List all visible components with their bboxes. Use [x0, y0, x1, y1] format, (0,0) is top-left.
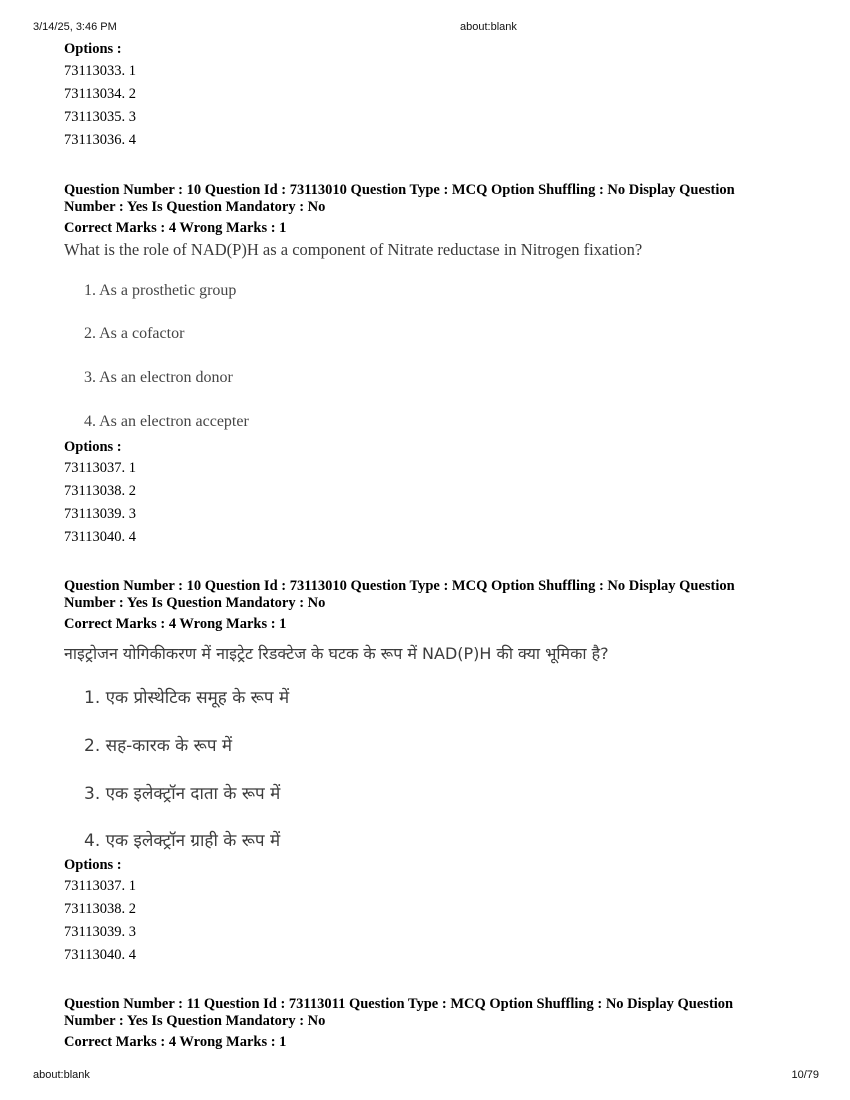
marks-line: Correct Marks : 4 Wrong Marks : 1	[64, 220, 287, 236]
option-item: 73113040. 4	[64, 947, 136, 963]
option-item: 73113038. 2	[64, 901, 136, 917]
option-item: 73113035. 3	[64, 109, 136, 125]
option-item: 73113038. 2	[64, 483, 136, 499]
option-item: 73113039. 3	[64, 924, 136, 940]
choice-3: 3. As an electron donor	[84, 369, 233, 386]
question-meta: Question Number : 10 Question Id : 73113010 Question Type : MCQ Option Shuffling : No Display Question	[64, 182, 735, 198]
marks-line: Correct Marks : 4 Wrong Marks : 1	[64, 1034, 287, 1050]
print-title: about:blank	[460, 21, 517, 33]
options-label: Options :	[64, 857, 122, 873]
print-footer-url: about:blank	[33, 1069, 90, 1081]
option-item: 73113037. 1	[64, 460, 136, 476]
choice-1-hindi: 1. एक प्रोस्थेटिक समूह के रूप में	[84, 688, 290, 708]
choice-2: 2. As a cofactor	[84, 325, 185, 342]
option-item: 73113036. 4	[64, 132, 136, 148]
option-item: 73113033. 1	[64, 63, 136, 79]
question-meta-cont: Number : Yes Is Question Mandatory : No	[64, 595, 326, 611]
question-meta-cont: Number : Yes Is Question Mandatory : No	[64, 1013, 326, 1029]
page-number: 10/79	[791, 1069, 819, 1081]
choice-4-hindi: 4. एक इलेक्ट्रॉन ग्राही के रूप में	[84, 831, 281, 851]
question-meta-cont: Number : Yes Is Question Mandatory : No	[64, 199, 326, 215]
choice-1: 1. As a prosthetic group	[84, 282, 237, 299]
option-item: 73113040. 4	[64, 529, 136, 545]
choice-2-hindi: 2. सह-कारक के रूप में	[84, 736, 233, 756]
options-label: Options :	[64, 439, 122, 455]
option-item: 73113037. 1	[64, 878, 136, 894]
question-text: What is the role of NAD(P)H as a component of Nitrate reductase in Nitrogen fixation?	[64, 240, 643, 259]
option-item: 73113034. 2	[64, 86, 136, 102]
question-text-hindi: नाइट्रोजन योगिकीकरण में नाइट्रेट रिडक्टेज के घटक के रूप में NAD(P)H की क्या भूमिका है?	[64, 644, 609, 663]
option-item: 73113039. 3	[64, 506, 136, 522]
question-meta: Question Number : 10 Question Id : 73113010 Question Type : MCQ Option Shuffling : No Display Question	[64, 578, 735, 594]
choice-3-hindi: 3. एक इलेक्ट्रॉन दाता के रूप में	[84, 784, 281, 804]
print-datetime: 3/14/25, 3:46 PM	[33, 21, 117, 33]
marks-line: Correct Marks : 4 Wrong Marks : 1	[64, 616, 287, 632]
question-meta: Question Number : 11 Question Id : 73113011 Question Type : MCQ Option Shuffling : No Display Question	[64, 996, 734, 1012]
options-label: Options :	[64, 41, 122, 57]
choice-4: 4. As an electron accepter	[84, 413, 249, 430]
